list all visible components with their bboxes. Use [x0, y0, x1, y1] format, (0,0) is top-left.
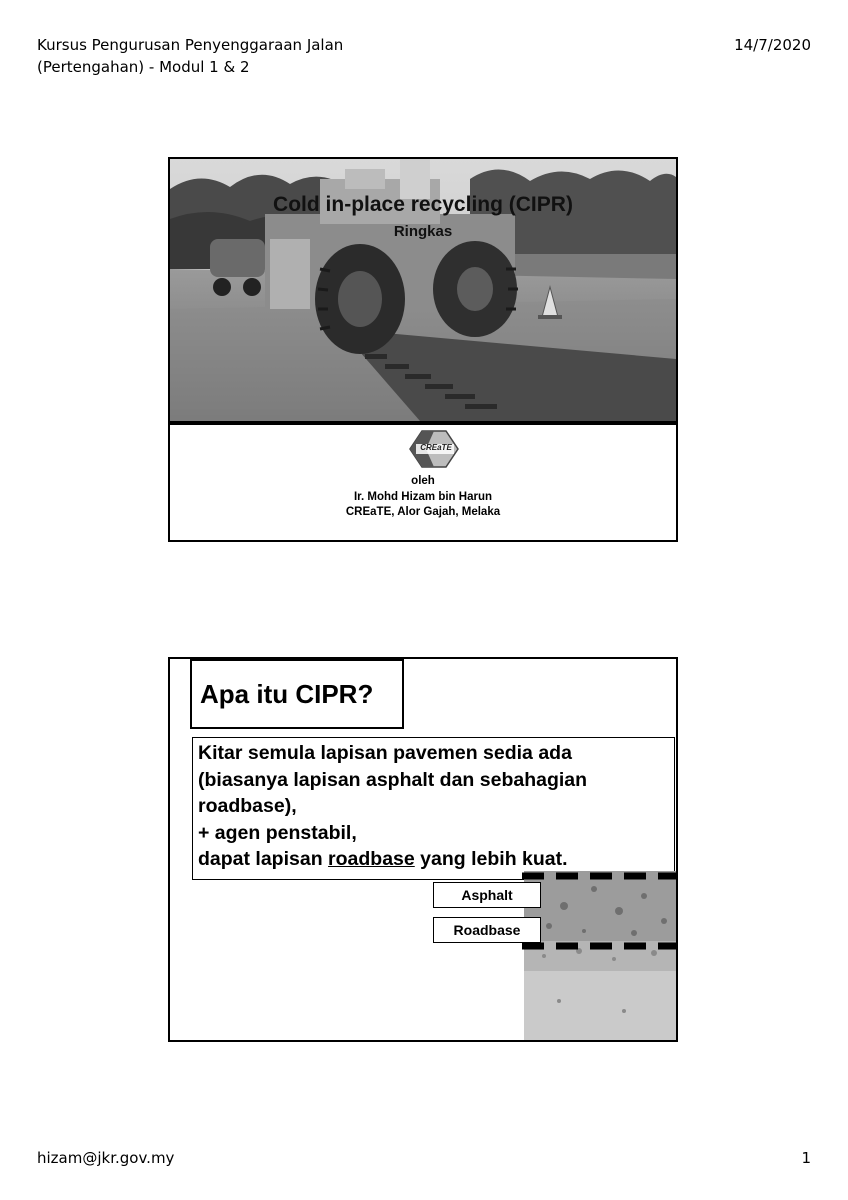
author-name: Ir. Mohd Hizam bin Harun [353, 491, 492, 503]
footer-email: hizam@jkr.gov.my [37, 1149, 175, 1167]
body-line5-underlined: roadbase [328, 848, 415, 870]
author-organization: CREaTE, Alor Gajah, Melaka [345, 506, 501, 518]
page-header-course [37, 34, 343, 78]
create-logo [408, 429, 460, 469]
body-line2: (biasanya lapisan asphalt dan sebahagian [198, 768, 588, 791]
slide-2 [168, 657, 678, 1042]
course-title-line1: Kursus Pengurusan Penyenggaraan Jalan [37, 36, 344, 54]
slide2-body-box [192, 737, 675, 880]
slide2-title-box [190, 659, 404, 729]
slide1-subtitle: Ringkas [393, 223, 453, 240]
create-logo-text: CREaTE [420, 443, 452, 452]
slide2-body [198, 740, 587, 873]
body-line1: Kitar semula lapisan pavemen sedia ada [198, 742, 572, 764]
body-line5-pre: dapat lapisan [198, 848, 329, 870]
asphalt-label: Asphalt [433, 882, 541, 908]
slide1-title: Cold in-place recycling (CIPR) [273, 193, 573, 216]
body-line5 [198, 846, 587, 873]
roadbase-boundary-line [522, 942, 678, 950]
course-title-line2: (Pertengahan) - Modul 1 & 2 [37, 58, 250, 76]
byline: oleh [411, 475, 435, 487]
header-date: 14/7/2020 [734, 36, 811, 54]
roadbase-label: Roadbase [433, 917, 541, 943]
slide1-divider [170, 421, 676, 425]
asphalt-boundary-line [522, 872, 678, 880]
body-line5-post: yang lebih kuat. [414, 848, 568, 870]
pavement-layer-photo [524, 871, 678, 1042]
body-line4: + agen penstabil, [198, 821, 357, 844]
slide-1 [168, 157, 678, 542]
slide2-title: Apa itu CIPR? [200, 679, 374, 709]
page-number: 1 [801, 1149, 811, 1167]
body-line3: roadbase), [198, 795, 297, 817]
